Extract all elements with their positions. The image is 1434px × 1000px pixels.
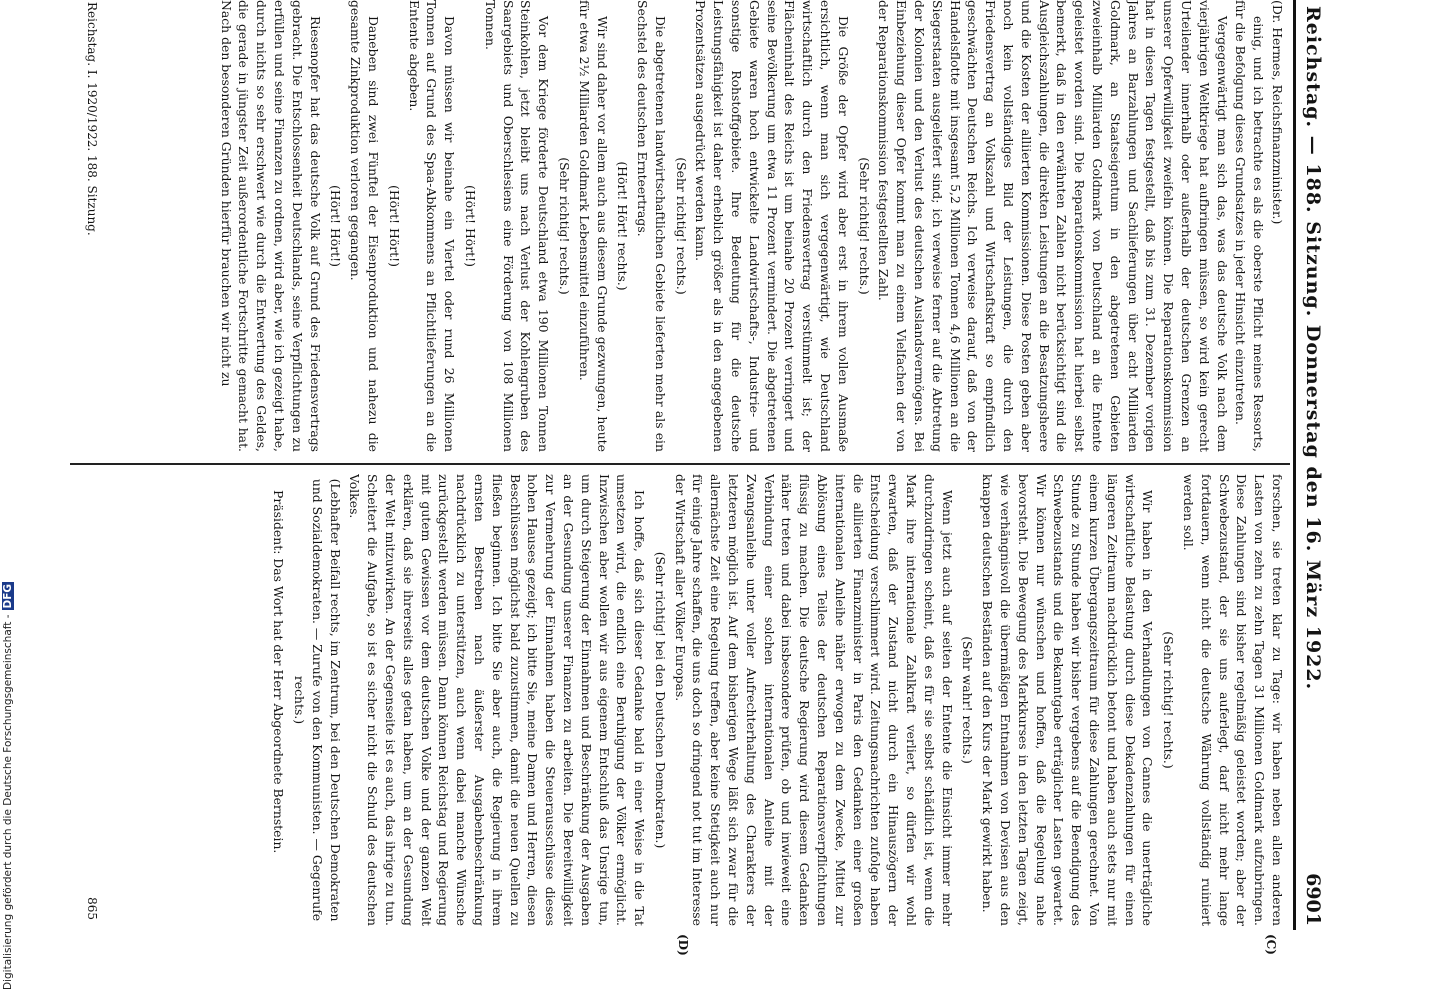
interjection: (Lebhafter Beifall rechts, im Zentrum, bei den Deutschen Demokraten und Sozialdemokraten. — Zurufe von den Kommunisten. — Gegenrufe rechts.) — [291, 478, 343, 922]
margin-mark-d: (D) — [676, 934, 690, 956]
interjection: (Hört! Hört!) — [462, 185, 478, 267]
rotated-page — [60, 0, 1330, 956]
paragraph: einig, und ich betrachte es als die oberste Pflicht meines Ressorts, für die Befolgung dieses Grundsatzes in jeder Hinsicht einzutreten. — [1233, 0, 1267, 452]
page-header — [1293, 0, 1330, 930]
column-divider — [70, 463, 1290, 465]
paragraph: Wir sind daher vor allem auch aus diesem Grunde gezwungen, heute für etwa 2½ Milliarden Goldmark Lebensmittel einzuführen. — [576, 0, 610, 452]
paragraph: (Dr. Hermes, Reichsfinanzminister.) — [1270, 0, 1285, 225]
digitization-text: Digitalisierung gefördert durch die Deutsche Forschungsgemeinschaft - — [2, 614, 14, 990]
paragraph: Davon müssen wir beinahe ein Viertel oder rund 26 Millionen Tonnen auf Grund des Spaa-Abkommens an Pflichtlieferungen an die Entente abgeben. — [406, 0, 458, 452]
interjection: (Hört! Hört!) — [386, 185, 402, 267]
paragraph: Die abgetretenen landwirtschaftlichen Gebiete lieferten mehr als ein Sechstel des deutschen Ernteertrags. — [635, 0, 668, 452]
paragraph: Vor dem Kriege förderte Deutschland etwa 190 Millionen Tonnen Steinkohlen, jetzt bleibt uns nach Verlust der Kohlengruben des Saargebiets und Oberschlesiens eine Förderung von 108 Millionen Tonnen. — [482, 0, 552, 452]
interjection: (Sehr richtig! rechts.) — [673, 157, 689, 295]
paragraph: Ich hoffe, daß sich dieser Gedanke bald in einer Weise in die Tat umsetzen wird, die endlich eine Beruhigung der Völker ermöglicht. Inzwischen aber wollen wir aus eigenem Entschluß das Unsrige tun, um durch Steigerung der Einnahmen und Beschränkung der Ausgaben an der Gesundung unserer Finanzen zu arbeiten. Die Bereitwilligkeit zur Vermehrung der Einnahmen haben die Steuerausschüsse dieses hohen Hauses gezeigt; ich bitte Sie, meine Damen und Herren, diesen Beschlüssen möglichst bald zuzustimmen, damit die neuen Quellen zu fließen beginnen. Ich bitte Sie aber auch, die Regierung in ihrem ernsten Bestreben nach äußerster Ausgabenbeschränkung nachdrücklich zu unterstützen, auch wenn dabei manche Wünsche zurückgestellt werden müssen. Dann können Reichstag und Regierung mit gutem Gewissen vor dem deutschen Volke und der ganzen Welt erklären, daß sie ihrerseits alles getan haben, um an der Gesundung der Welt mitzuwirken. An der Gegenseite ist es auch, das ihrige zu tun. Scheitert die Aufgabe, so ist es sicher nicht die Schuld des deutschen Volkes. — [347, 474, 648, 926]
text-column-left — [116, 0, 1286, 452]
digitization-note — [2, 0, 16, 990]
paragraph: Wenn jetzt auch auf seiten der Entente die Einsicht immer mehr durchzudringen scheint, daß es für sie selbst schädlich ist, wenn die Mark ihre internationale Zahlkraft verliert, so dürfen wir wohl erwarten, daß der Zustand nicht durch ein Hinauszögern der Entscheidung verschlimmert wird. Zeitungsnachrichten zufolge haben die alliierten Finanzminister in Paris den Gedanken einer großen internationalen Anleihe näher erwogen zu dem Zwecke, Mittel zur Ablösung eines Teiles der deutschen Reparationsverpflichtungen flüssig zu machen. Die deutsche Regierung wird diesem Gedanken näher treten und dabei insbesondere prüfen, ob und inwieweit eine Verbindung einer solchen internationalen Anleihe mit der Zwangsanleihe unter voller Aufrechterhaltung des Charakters der letzteren möglich ist. Auf dem bisherigen Wege läßt sich zwar für die allernächste Zeit eine Regelung treffen, aber keine Stetigkeit auch nur für einige Jahre schaffen, die uns doch so dringend not tut im Interesse der Wirtschaft aller Völker Europas. — [672, 474, 955, 926]
paragraph: Wir haben in den Verhandlungen von Cannes die unerträgliche wirtschaftliche Belastung durch diese Dekadenzahlungen für einen längeren Zeitraum nachdrücklich betont und haben auch stets nur mit einem kurzen Übergangszeitraum für diese Zahlungen gerechnet. Von Stunde zu Stunde haben wir bisher vergebens auf die Beendigung des Schwebezustands und die Bekanntgabe erträglicher Lasten gewartet. Wir können nur wünschen und hoffen, daß die Regelung nahe bevorsteht. Die Bewegung des Markkurses in den letzten Tagen zeigt, wie verhängnisvoll die übermäßigen Entnahmen von Devisen aus den knappen deutschen Beständen auf den Kurs der Mark gewirkt haben. — [980, 474, 1156, 926]
margin-mark-c: (C) — [1264, 934, 1278, 955]
page-number: 6901 — [1302, 873, 1324, 926]
text-column-right — [116, 474, 1286, 926]
paragraph: Vergegenwärtigt man sich das, was das deutsche Volk nach dem vierjährigen Weltkriege hat aufbringen müssen, so wird kein gerecht Urteilender innerhalb oder außerhalb der deutschen Grenzen an unserer Opferwilligkeit zweifeln können. Die Reparationskommission hat in diesen Tagen festgestellt, daß bis zum 31. Dezember vorigen Jahres an Barzahlungen und Sachlieferungen über acht Milliarden Goldmark, an Staatseigentum in den abgetretenen Gebieten zweieinhalb Milliarden Goldmark von Deutschland an die Entente geleistet worden sind. Die Reparationskommission hat hierbei selbst bemerkt, daß in den erwähnten Zahlen nicht berücksichtigt sind die Ausgleichszahlungen, die direkten Leistungen an die Besatzungsheere und die Kosten der alliierten Kommissionen. Diese Posten geben aber noch kein vollständiges Bild der Leistungen, die durch den Friedensvertrag an Volkszahl und Wirtschaftskraft so empfindlich geschwächten Deutschen Reichs. Ich verweise darauf, daß von der Handelsflotte mit insgesamt 5,2 Millionen Tonnen 4,6 Millionen an die Siegerstaaten ausgeliefert sind; ich verweise ferner auf die Abtretung der Kolonien und den Verlust des deutschen Auslandsvermögens. Bei Einbeziehung dieser Opfer kommt man zu einem Vielfachen der von der Reparationskommission festgestellten Zahl. — [876, 0, 1230, 452]
interjection: (Sehr wahr! rechts.) — [960, 636, 976, 764]
paragraph: Riesenopfer hat das deutsche Volk auf Grund des Friedensvertrags gebracht. Die Entschlossenheit Deutschlands, seine Verpflichtungen zu erfüllen und seine Finanzen zu ordnen, wird aber, wie ich gezeigt habe, durch nichts so sehr erschwert wie durch die Entwertung des Geldes, die gerade in jüngster Zeit außerordentliche Fortschritte gemacht hat. Nach den besonderen Gründen hierfür brauchen wir nicht zu — [218, 0, 323, 452]
page-footer — [75, 0, 105, 930]
paragraph: Die Größe der Opfer wird aber erst in ihrem vollen Ausmaße ersichtlich, wenn man sich vergegenwärtigt, wie Deutschland wirtschaftlich durch den Friedensvertrag verstümmelt ist; der Flächeninhalt des Reichs ist um beinahe 20 Prozent verringert und seine Bevölkerung um etwa 11 Prozent vermindert. Die abgetretenen Gebiete waren hoch entwickelte Landwirtschafts-, Industrie- und sonstige Rohstoffgebiete. Ihre Bedeutung für die deutsche Leistungsfähigkeit ist daher erheblich größer als in den angegebenen Prozentsätzen ausgedrückt werden kann. — [693, 0, 851, 452]
footer-source: Reichstag. I. 1920/1922. 188. Sitzung. — [85, 2, 99, 236]
paragraph: forschen, sie treten klar zu Tage: wir haben neben allen anderen Lasten von zehn zu zehn Tagen 31 Millionen Goldmark aufzubringen. Diese Zahlungen sind bisher regelmäßig geleistet worden; aber der Schwebezustand, der sie uns auferlegt, darf nicht mehr lange fortdauern, wenn nicht die deutsche Währung vollständig ruiniert werden soll. — [1181, 474, 1285, 926]
interjection: (Hört! Hört!) — [328, 185, 344, 267]
dfg-logo: DFG — [2, 583, 14, 609]
header-title: Reichstag. — 188. Sitzung. Donnerstag den 16. März 1922. — [1302, 6, 1324, 691]
paragraph: Präsident: Das Wort hat der Herr Abgeordnete Bernstein. — [271, 490, 287, 854]
interjection: (Hört! Hört! rechts.) — [615, 161, 631, 291]
interjection: (Sehr richtig! rechts.) — [1161, 631, 1177, 769]
interjection: (Sehr richtig! rechts.) — [556, 157, 572, 295]
footer-page: 865 — [85, 897, 99, 920]
interjection: (Sehr richtig! bei den Deutschen Demokraten.) — [652, 551, 668, 849]
interjection: (Sehr richtig! rechts.) — [856, 157, 872, 295]
paragraph: Daneben sind zwei Fünftel der Eisenproduktion und nahezu die gesamte Zinkproduktion verloren gegangen. — [348, 0, 381, 452]
